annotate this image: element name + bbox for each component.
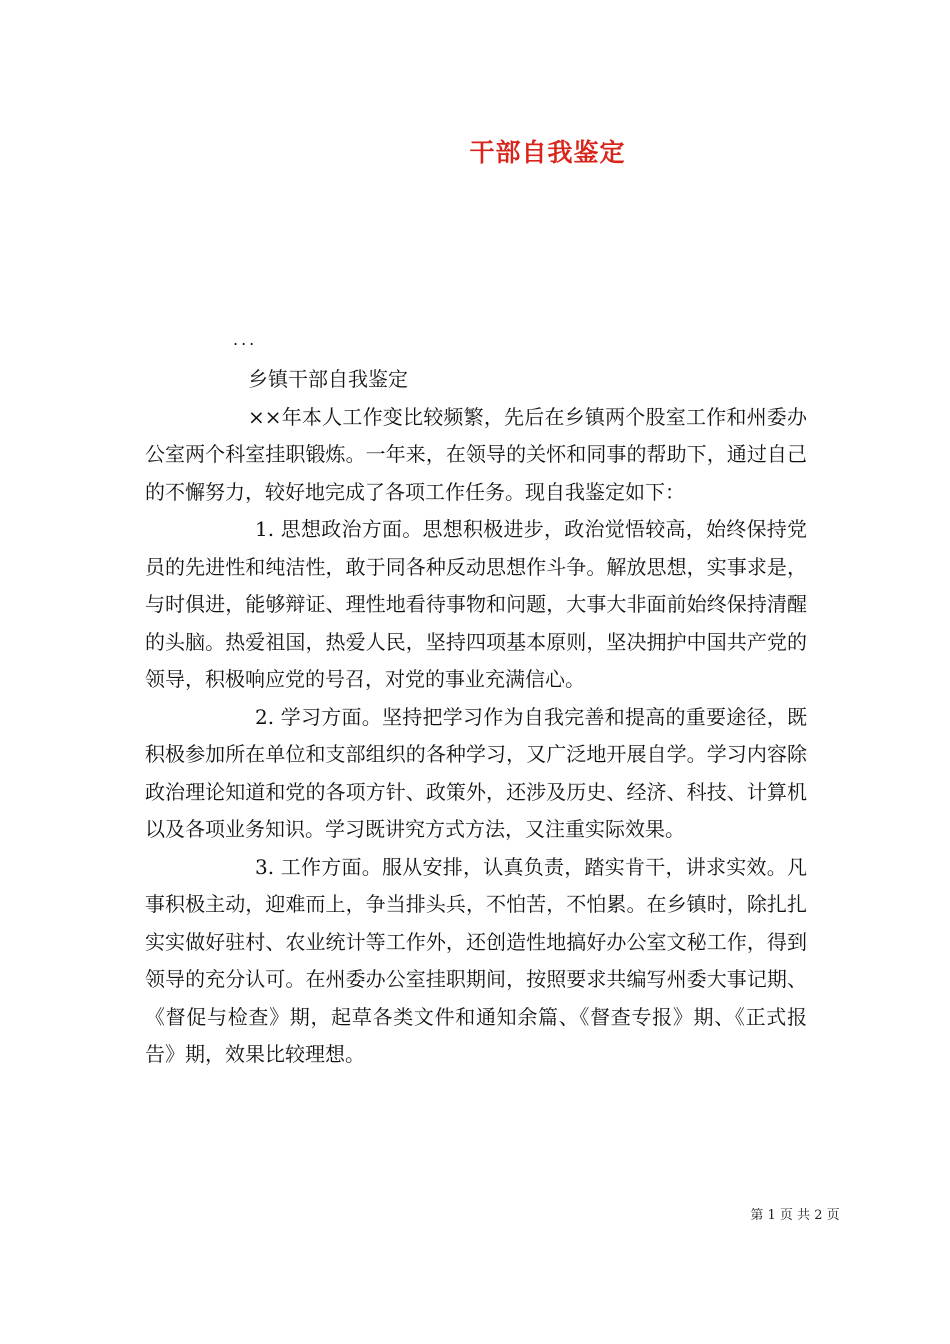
document-title: 干部自我鉴定	[469, 138, 626, 167]
document-subtitle: 乡镇干部自我鉴定	[248, 367, 408, 391]
ellipsis-marker: ...	[233, 330, 258, 349]
intro-paragraph: ××年本人工作变比较频繁，先后在乡镇两个股室工作和州委办公室两个科室挂职锻炼。一年来，在领导的关怀和同事的帮助下，通过自己的不懈努力，较好地完成了各项工作任务。现自我鉴定如下：	[145, 404, 807, 504]
page-number: 第 1 页 共 2 页	[750, 1208, 840, 1223]
item-study: 2. 学习方面。坚持把学习作为自我完善和提高的重要途径，既积极参加所在单位和支部组织的各种学习，又广泛地开展自学。学习内容除政治理论知道和党的各项方针、政策外，还涉及历史、经济、科技、计算机以及各项业务知识。学习既讲究方式方法，又注重实际效果。	[145, 704, 807, 841]
item-political: 1. 思想政治方面。思想积极进步，政治觉悟较高，始终保持党员的先进性和纯洁性，敢于同各种反动思想作斗争。解放思想，实事求是，与时俱进，能够辩证、理性地看待事物和问题，大事大非面前始终保持清醒的头脑。热爱祖国，热爱人民，坚持四项基本原则，坚决拥护中国共产党的领导，积极响应党的号召，对党的事业充满信心。	[145, 517, 807, 691]
document-body	[145, 361, 807, 1074]
item-work: 3. 工作方面。服从安排，认真负责，踏实肯干，讲求实效。凡事积极主动，迎难而上，争当排头兵，不怕苦，不怕累。在乡镇时，除扎扎实实做好驻村、农业统计等工作外，还创造性地搞好办公室文秘工作，得到领导的充分认可。在州委办公室挂职期间，按照要求共编写州委大事记期、《督促与检查》期，起草各类文件和通知余篇、《督查专报》期、《正式报告》期，效果比较理想。	[145, 854, 807, 1066]
